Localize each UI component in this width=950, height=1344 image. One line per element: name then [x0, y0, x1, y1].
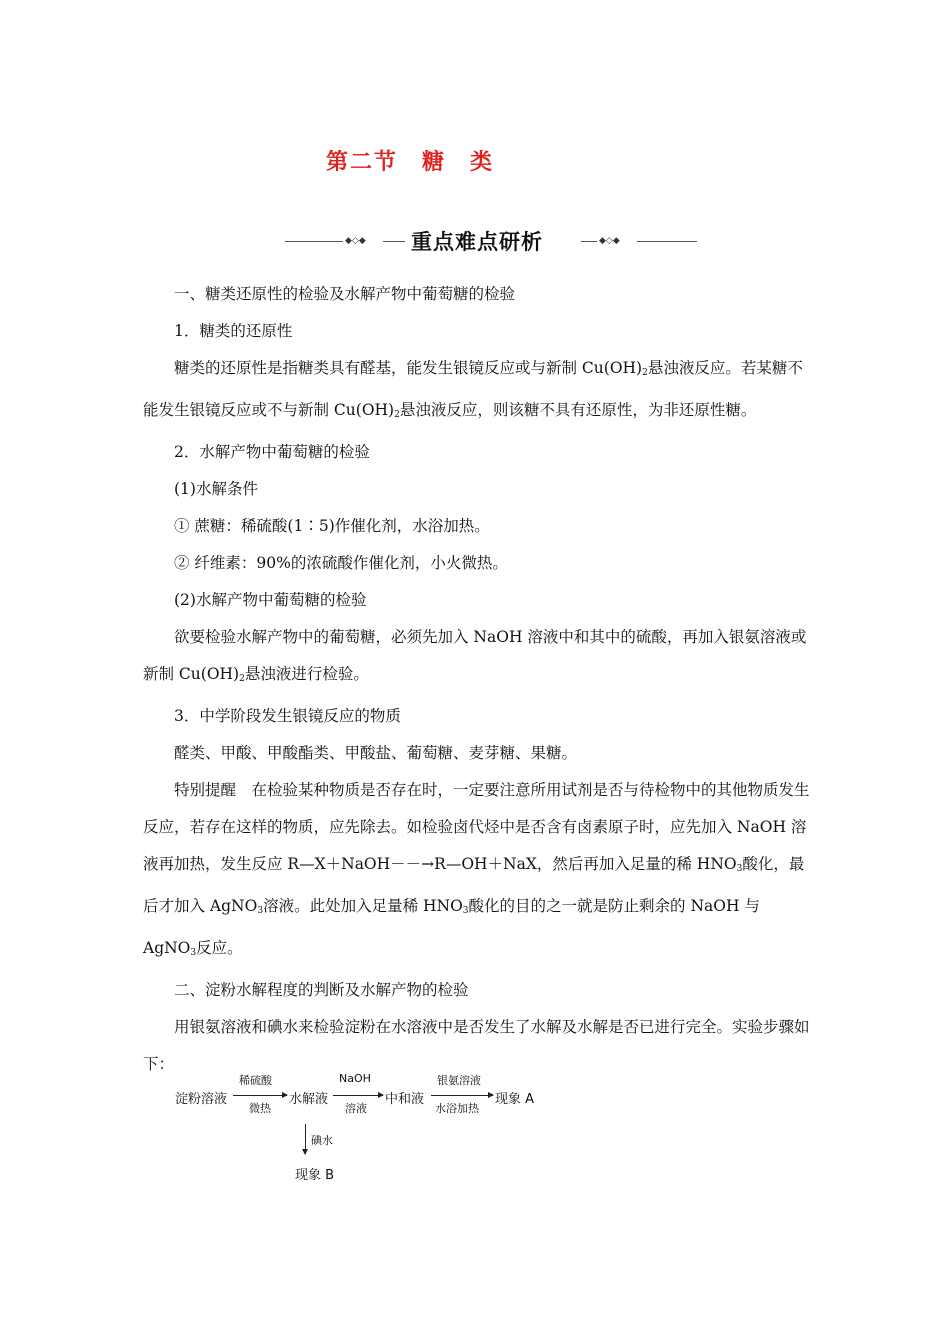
list-item-sucrose: ① 蔗糖：稀硫酸(1∶5)作催化剂，水浴加热。 — [174, 517, 490, 535]
banner-left-line-short — [383, 241, 405, 242]
body-text — [143, 276, 815, 1083]
section-1-2-subheading-1: (1)水解条件 — [174, 480, 258, 498]
banner-right-line — [637, 241, 697, 242]
flow-node-hydrolysate: 水解液 — [289, 1092, 329, 1107]
flow-arrow-1-top-label: 稀硫酸 — [239, 1074, 272, 1087]
section-1-1-paragraph: 糖类的还原性是指糖类具有醛基，能发生银镜反应或与新制 $Cu(OH)_2$悬浊液反应。若某糖不能发生银镜反应或不与新制 $Cu(OH)_2$悬浊液反应，则该糖不具有还原性，为非还原性糖。 — [143, 359, 803, 420]
banner-left-line — [285, 241, 343, 242]
banner-right-ornament-icon: ◆◇◆ — [599, 236, 620, 246]
section-1-2-paragraph: 欲要检验水解产物中的葡萄糖，必须先加入 NaOH 溶液中和其中的硫酸，再加入银氨溶液或新制 $Cu(OH)_2$悬浊液进行检验。 — [143, 628, 807, 684]
flow-node-phenomenon-b: 现象 B — [295, 1168, 335, 1183]
special-note: 特别提醒 在检验某种物质是否存在时，一定要注意所用试剂是否与待检物中的其他物质发生反应，若存在这样的物质，应先除去。如检验卤代烃中是否含有卤素原子时，应先加入 NaOH 溶液再加热，发生反应 R—X＋NaOH－－→R—OH＋NaX，然后再加入足量的稀 $HNO_3$酸化，最后才加入 AgNO$_3$溶液。此处加入足量稀 $HNO_3$酸化的目的之一就是防止剩余的 NaOH 与 AgNO$_3$反应。 — [143, 781, 810, 958]
flow-node-phenomenon-a: 现象 A — [495, 1092, 535, 1107]
section-banner — [285, 226, 697, 256]
flow-arrow-2 — [333, 1095, 383, 1096]
flow-arrow-1-bottom-label: 微热 — [249, 1102, 271, 1115]
banner-right-line-short — [581, 241, 597, 242]
section-2-paragraph: 用银氨溶液和碘水来检验淀粉在水溶液中是否发生了水解及水解是否已进行完全。实验步骤如下： — [143, 1018, 810, 1073]
banner-left-ornament-icon: ◆◇◆ — [345, 236, 366, 246]
flow-arrow-2-top-label: NaOH — [339, 1072, 371, 1085]
section-1-2-heading: 2．水解产物中葡萄糖的检验 — [174, 443, 370, 461]
flow-arrow-1 — [233, 1095, 287, 1096]
flow-arrow-2-bottom-label: 溶液 — [345, 1102, 367, 1115]
section-1-2-subheading-2: (2)水解产物中葡萄糖的检验 — [174, 591, 367, 609]
section-1-3-heading: 3．中学阶段发生银镜反应的物质 — [174, 707, 401, 725]
flow-arrow-down — [305, 1124, 306, 1154]
list-item-cellulose: ② 纤维素：90%的浓硫酸作催化剂，小火微热。 — [174, 554, 508, 572]
section-1-3-list: 醛类、甲酸、甲酸酯类、甲酸盐、葡萄糖、麦芽糖、果糖。 — [174, 744, 578, 762]
page-title: 第二节 糖 类 — [325, 150, 494, 175]
flow-node-neutralized: 中和液 — [385, 1092, 425, 1107]
flow-arrow-down-label: 碘水 — [311, 1134, 333, 1147]
section-1-1-heading: 1．糖类的还原性 — [174, 322, 293, 340]
section-2-heading: 二、淀粉水解程度的判断及水解产物的检验 — [174, 981, 469, 999]
flow-arrow-3 — [431, 1095, 493, 1096]
flow-arrow-3-top-label: 银氨溶液 — [437, 1074, 481, 1087]
flow-arrow-3-bottom-label: 水浴加热 — [435, 1102, 479, 1115]
flow-node-starch-solution: 淀粉溶液 — [175, 1092, 228, 1107]
experiment-flowchart — [175, 1070, 555, 1190]
section-banner-title: 重点难点研析 — [411, 230, 543, 254]
section-1-heading: 一、糖类还原性的检验及水解产物中葡萄糖的检验 — [174, 285, 516, 303]
